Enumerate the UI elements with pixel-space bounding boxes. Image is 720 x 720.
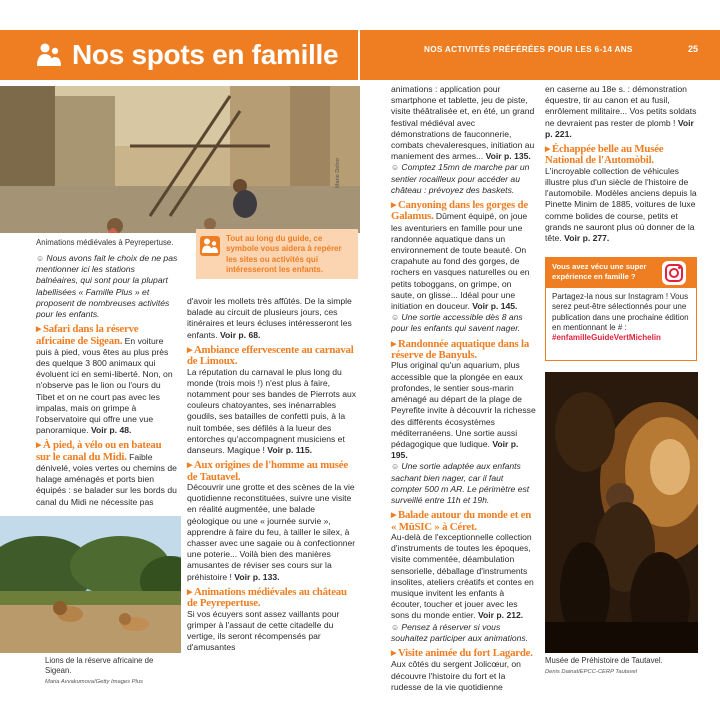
section-body: en caserne au 18e s. : démonstration équestre, tir au canon et au fusil, enrôlement militaire... Vos petits soldats ne devraient pas rester de plomb ! bbox=[545, 84, 697, 128]
tip-icon: ☺ bbox=[391, 462, 402, 472]
tip-text: Une sortie accessible dès 8 ans pour les enfants qui savent nager. bbox=[391, 312, 523, 334]
family-icon bbox=[200, 236, 220, 256]
arrow-icon: ▶ bbox=[187, 588, 194, 596]
section-lagarde bbox=[391, 648, 536, 693]
section-body: Plus original qu'un aquarium, plus accessible que la plongée en eaux profondes, le sentier sous-marin aménagé au départ de la plage de Peyrefite invite à découvrir la richesse des différents écosystèmes méditerranéens. Une sortie aussi pédagogique que ludique. bbox=[391, 360, 536, 449]
tip-paragraph bbox=[391, 162, 536, 196]
section-body: Au-delà de l'exceptionnelle collection d'instruments de toutes les époques, visite commentée, déambulation sensorielle, déballage d'instruments insolites, ateliers créatifs et contes en musique invitent les enfants à écouter, toucher et jouer avec les sons du monde entier. bbox=[391, 531, 534, 621]
instagram-text: Partagez-la nous sur Instagram ! Vous serez peut-être sélectionnés pour une publication dans une prochaine édition en mentionnant le # : bbox=[552, 292, 689, 332]
caption-text: Lions de la réserve africaine de Sigean. bbox=[45, 656, 154, 675]
section-body: Faible dénivelé, voies vertes ou chemins de halage aménagés et ports bien équipés : se balader sur les bords du canal du Midi ne nécessite pas bbox=[36, 451, 177, 507]
caption-museum bbox=[545, 656, 698, 677]
column-1 bbox=[36, 253, 178, 508]
section-body: Découvrir une grotte et des scènes de la vie quotidienne reconstituées, suivre une visite en réalité augmentée, une balade géologique ou une « journée survie », apprendre à faire du feu, à tailler le silex, à chasser avec une sagaie ou à confectionner une poterie... Voilà bien des manières amusantes de réviser ses cours sur la préhistoire ! bbox=[187, 482, 356, 582]
instagram-box-heading: Vous avez vécu une super expérience en famille ? bbox=[552, 262, 647, 281]
tip-icon: ☺ bbox=[391, 163, 402, 173]
page-ref: Voir p. 277. bbox=[564, 233, 610, 244]
instagram-box-body bbox=[552, 292, 694, 343]
tip-paragraph bbox=[391, 312, 536, 334]
section-title-text: Ambiance effervescente au carnaval de Limoux. bbox=[187, 343, 354, 368]
tip-text: Pensez à réserver si vous souhaitez participer aux animations. bbox=[391, 621, 529, 643]
arrow-icon: ▶ bbox=[391, 340, 398, 348]
section-automobil bbox=[545, 166, 697, 244]
page-ref: Voir p. 133. bbox=[234, 571, 280, 582]
tip-paragraph bbox=[36, 253, 178, 320]
caption-text: Musée de Préhistoire de Tautavel. bbox=[545, 656, 663, 665]
photo-credit: Denis Dainat/EPCC-CERP Tautavel bbox=[545, 669, 638, 675]
section-canal bbox=[36, 440, 178, 507]
column-4 bbox=[545, 84, 697, 244]
arrow-icon: ▶ bbox=[391, 202, 398, 210]
section-body: animations : application pour smartphone et tablette, jeu de piste, visite théâtralisée et, en été, un grand festival médiéval avec démonstrations de fauconnerie, combats chevaleresques, initiation au maniement des armes... bbox=[391, 84, 535, 162]
instagram-box bbox=[545, 257, 697, 361]
caption-medieval: Animations médiévales à Peyrepertuse. bbox=[36, 238, 174, 247]
instagram-hashtag: #enfamilleGuideVertMichelin bbox=[552, 333, 661, 343]
section-title bbox=[187, 345, 359, 367]
arrow-icon: ▶ bbox=[36, 442, 43, 450]
tip-text: Nous avons fait le choix de ne pas mentionner ici les stations balnéaires, qui sont pour la plupart labellisées « Famille Plus » et proposent de nombreuses activités pour les enfants. bbox=[36, 253, 178, 320]
section-body: Dûment équipé, on joue les aventuriers en famille pour une randonnée aquatique dans un environnement de toute beauté. On crapahute au fond des gorges, de rochers en vasques naturelles ou en petits toboggans, on grimpe, on saute, on glisse... Idéal pour une initiation en douceur. bbox=[391, 211, 530, 312]
caption-lions bbox=[45, 656, 181, 687]
section-title-text: Animations médiévales au château de Peyrepertuse. bbox=[187, 585, 347, 610]
arrow-icon: ▶ bbox=[545, 146, 552, 154]
section-continued bbox=[391, 84, 536, 162]
arrow-icon: ▶ bbox=[391, 649, 398, 657]
section-title-text: Visite animée du fort Lagarde. bbox=[397, 646, 533, 659]
page-ref: Voir p. 145. bbox=[472, 301, 518, 312]
tip-paragraph bbox=[391, 622, 536, 644]
section-title-text: Randonnée aquatique dans la réserve de Banyuls. bbox=[391, 337, 530, 362]
section-title bbox=[391, 339, 536, 361]
section-title bbox=[391, 647, 533, 659]
arrow-icon: ▶ bbox=[187, 462, 194, 470]
page-title: Nos spots en famille bbox=[72, 39, 339, 71]
section-title-text: À pied, à vélo ou en bateau sur le canal du Midi. bbox=[36, 439, 162, 463]
column-3 bbox=[391, 84, 536, 693]
tip-icon: ☺ bbox=[391, 622, 402, 632]
page-ref: Voir p. 135. bbox=[485, 151, 531, 162]
instagram-icon bbox=[662, 261, 686, 285]
page-ref: Voir p. 221. bbox=[545, 117, 694, 139]
page-ref: Voir p. 212. bbox=[477, 610, 524, 621]
arrow-icon: ▶ bbox=[187, 346, 194, 354]
section-body: En voiture puis à pied, vous êtes au plus près des quelque 3 800 animaux qui évoluent ici en semi-liberté. Non, on n'observe pas le lion ou l'ours du Tibet et on ne court pas avec les impalas, mais on grimpe à l'observatoire qui offre une vue panoramique. bbox=[36, 335, 173, 436]
section-body: Aux côtés du sergent Jolicœur, on découvre l'histoire du fort et la rudesse de la vie quotidienne bbox=[391, 659, 521, 692]
section-tautavel bbox=[187, 482, 359, 583]
page-ref: Voir p. 48. bbox=[90, 425, 132, 436]
section-title-text: Aux origines de l'homme au musée de Tautavel. bbox=[187, 459, 348, 483]
page-ref: Voir p. 115. bbox=[267, 445, 313, 456]
section-safari bbox=[36, 324, 178, 436]
tip-text: Une sortie adaptée aux enfants sachant bien nager, car il faut compter 500 m AR. Le périmètre est surveillé entre 11h et 19h. bbox=[391, 461, 530, 505]
section-title bbox=[187, 587, 359, 609]
section-title-text: Balade autour du monde et en « MūSIC » à Céret. bbox=[391, 509, 532, 533]
section-title-text: Échappée belle au Musée National de l'Automòbil. bbox=[545, 143, 664, 167]
section-title bbox=[545, 144, 697, 166]
photo-credit-top: Marie Dehor bbox=[335, 157, 341, 188]
tip-text: Comptez 15mn de marche par un sentier rocailleux pour accéder au château : prévoyez des baskets. bbox=[391, 162, 530, 195]
photo-credit: Maria Avvakumova/Getty Images Plus bbox=[45, 679, 143, 685]
section-peyrepertuse bbox=[187, 609, 359, 654]
page-number: 25 bbox=[687, 44, 698, 54]
section-canyoning bbox=[391, 200, 536, 312]
section-continued bbox=[187, 296, 359, 341]
instagram-box-header bbox=[546, 258, 696, 288]
section-body: d'avoir les mollets très affûtés. De la simple balade au circuit de plusieurs jours, ces itinéraires et leurs écluses intéresseront les enfants. bbox=[187, 296, 352, 340]
section-title-text: Safari dans la réserve africaine de Sigean. bbox=[36, 323, 139, 347]
family-icon bbox=[36, 42, 62, 68]
section-body: L'incroyable collection de véhicules illustre plus d'un siècle de l'histoire de l'automobile. Modèles anciens depuis la Pinette Minim de 1885, voitures de luxe comme bolides de course, petits et grands ne sauront plus où donner de la tête. bbox=[545, 165, 697, 244]
tip-icon: ☺ bbox=[391, 313, 402, 323]
arrow-icon: ▶ bbox=[36, 326, 43, 334]
header-right bbox=[360, 30, 720, 80]
photo-medieval bbox=[0, 86, 360, 233]
section-carnaval bbox=[187, 367, 359, 457]
tip-paragraph bbox=[391, 461, 536, 506]
section-body: La réputation du carnaval le plus long du monde (trois mois !) n'est plus à faire, notamment pour ses bandes de Pierrots aux couleurs chatoyantes, ses inénarrables goudils, ses batailles de confetti puis, à la nuit tombée, ses défilés à la lueur des entorches qu'accompagnent musiciens et danseurs. Magique ! bbox=[187, 366, 357, 456]
column-2 bbox=[187, 296, 359, 654]
section-body: Si vos écuyers sont assez vaillants pour grimper à l'assaut de cette citadelle du vertige, ils seront récompensés par d'amusantes bbox=[187, 608, 340, 653]
section-continued bbox=[545, 84, 697, 140]
arrow-icon: ▶ bbox=[391, 512, 398, 520]
header-title-box bbox=[0, 30, 356, 80]
section-banyuls bbox=[391, 360, 536, 461]
section-ceret bbox=[391, 532, 536, 622]
photo-lions bbox=[0, 516, 181, 653]
section-title bbox=[391, 510, 536, 532]
tip-icon: ☺ bbox=[36, 254, 47, 263]
section-title-text: Canyoning dans les gorges de Galamus. bbox=[391, 199, 528, 223]
callout-text: Tout au long du guide, ce symbole vous aidera à repérer les sites ou activités qui intéresseront les enfants. bbox=[226, 234, 342, 274]
kids-symbol-callout bbox=[196, 229, 358, 279]
section-subtitle: NOS ACTIVITÉS PRÉFÉRÉES POUR LES 6-14 ANS bbox=[424, 45, 633, 54]
photo-museum bbox=[545, 372, 698, 653]
section-title bbox=[187, 460, 359, 482]
page-ref: Voir p. 68. bbox=[219, 329, 261, 340]
header-bar bbox=[0, 30, 720, 80]
page-ref: Voir p. 195. bbox=[391, 438, 519, 461]
